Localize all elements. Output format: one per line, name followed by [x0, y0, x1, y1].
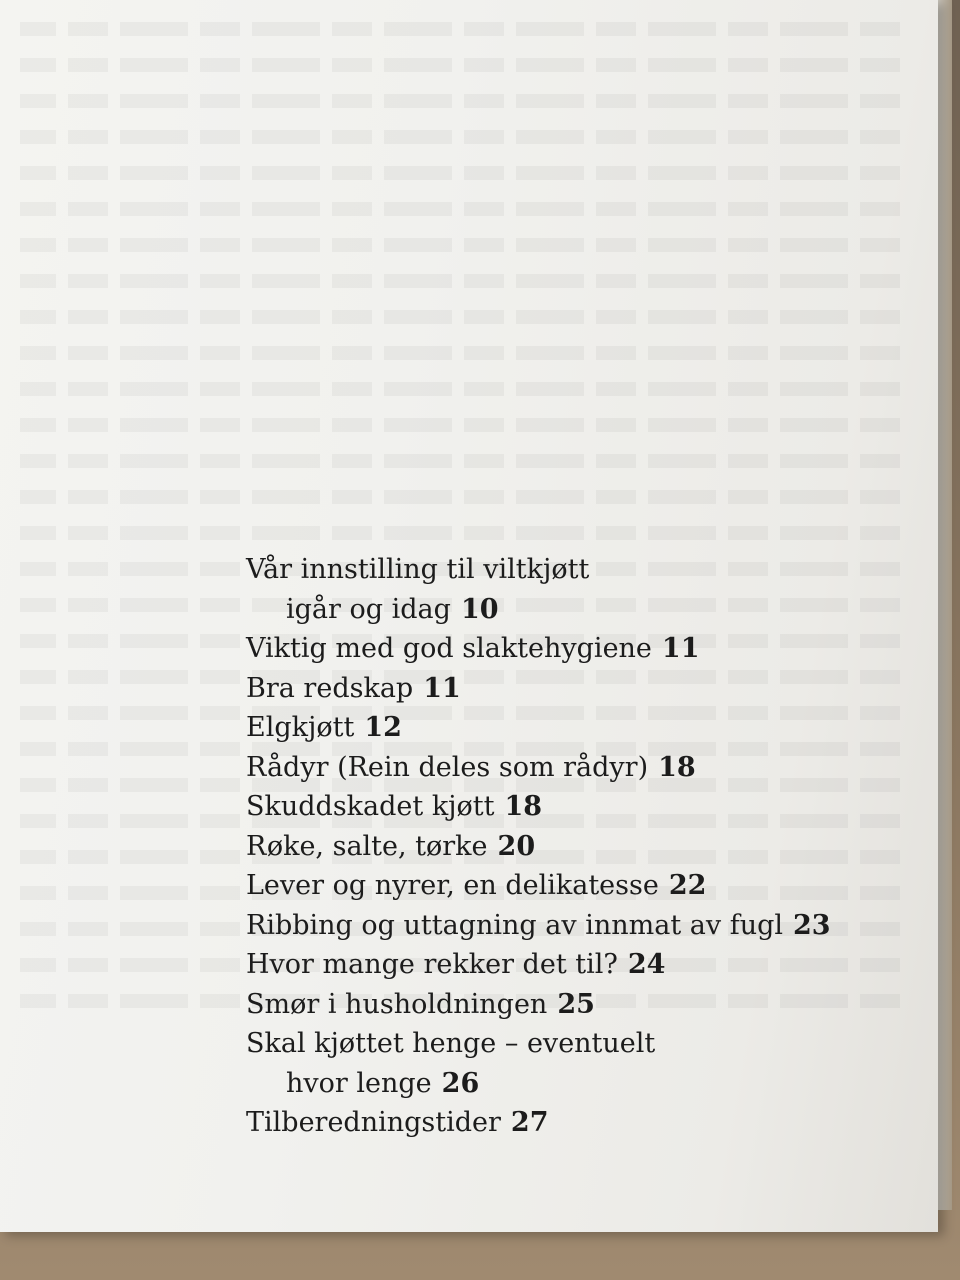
toc-entry-title: Skal kjøttet henge – eventuelt — [246, 1028, 656, 1059]
toc-entry-title: Smør i husholdningen — [246, 988, 548, 1020]
toc-page-number: 12 — [364, 712, 402, 743]
toc-page-number: 27 — [510, 1107, 549, 1138]
toc-entry-title: Rådyr (Rein deles som rådyr) — [246, 751, 649, 783]
toc-entry-title: Skuddskadet kjøtt — [246, 791, 495, 822]
toc-page-number: 23 — [793, 909, 831, 941]
toc-entry-title: Røke, salte, tørke — [246, 830, 488, 862]
toc-entry-title: Ribbing og uttagning av innmat av fugl — [246, 909, 784, 941]
toc-entry — [246, 669, 896, 709]
toc-page-number: 11 — [423, 672, 461, 704]
toc-page-number: 24 — [627, 949, 666, 980]
toc-entry-continuation: igår og idag — [286, 593, 451, 625]
toc-entry-title: Hvor mange rekker det til? — [246, 949, 618, 980]
toc-page-number: 25 — [557, 988, 595, 1020]
table-of-contents — [246, 550, 896, 1143]
toc-entry-title: Viktig med god slaktehygiene — [246, 633, 652, 664]
toc-entry — [246, 787, 896, 827]
toc-entry — [246, 550, 896, 629]
toc-page-number: 10 — [460, 593, 499, 625]
toc-entry-title: Tilberedningstider — [246, 1107, 501, 1138]
toc-entry — [246, 1103, 896, 1143]
toc-entry — [246, 866, 896, 906]
toc-page-number: 11 — [661, 633, 700, 664]
toc-entry — [246, 985, 896, 1025]
toc-entry-continuation: hvor lenge — [286, 1067, 432, 1099]
toc-entry-title: Bra redskap — [246, 672, 414, 704]
toc-entry — [246, 827, 896, 867]
toc-entry — [246, 945, 896, 985]
toc-entry — [246, 906, 896, 946]
toc-entry — [246, 708, 896, 748]
toc-page-number: 18 — [504, 791, 543, 822]
toc-entry — [246, 1024, 896, 1103]
toc-page-number: 22 — [668, 870, 707, 901]
toc-entry — [246, 629, 896, 669]
toc-page-number: 20 — [497, 830, 536, 862]
toc-entry-title: Lever og nyrer, en delikatesse — [246, 870, 659, 901]
toc-page-number: 26 — [441, 1067, 480, 1099]
toc-page-number: 18 — [658, 751, 696, 783]
toc-entry-title: Elgkjøtt — [246, 712, 355, 743]
toc-entry — [246, 748, 896, 788]
toc-entry-title: Vår innstilling til viltkjøtt — [246, 554, 590, 585]
